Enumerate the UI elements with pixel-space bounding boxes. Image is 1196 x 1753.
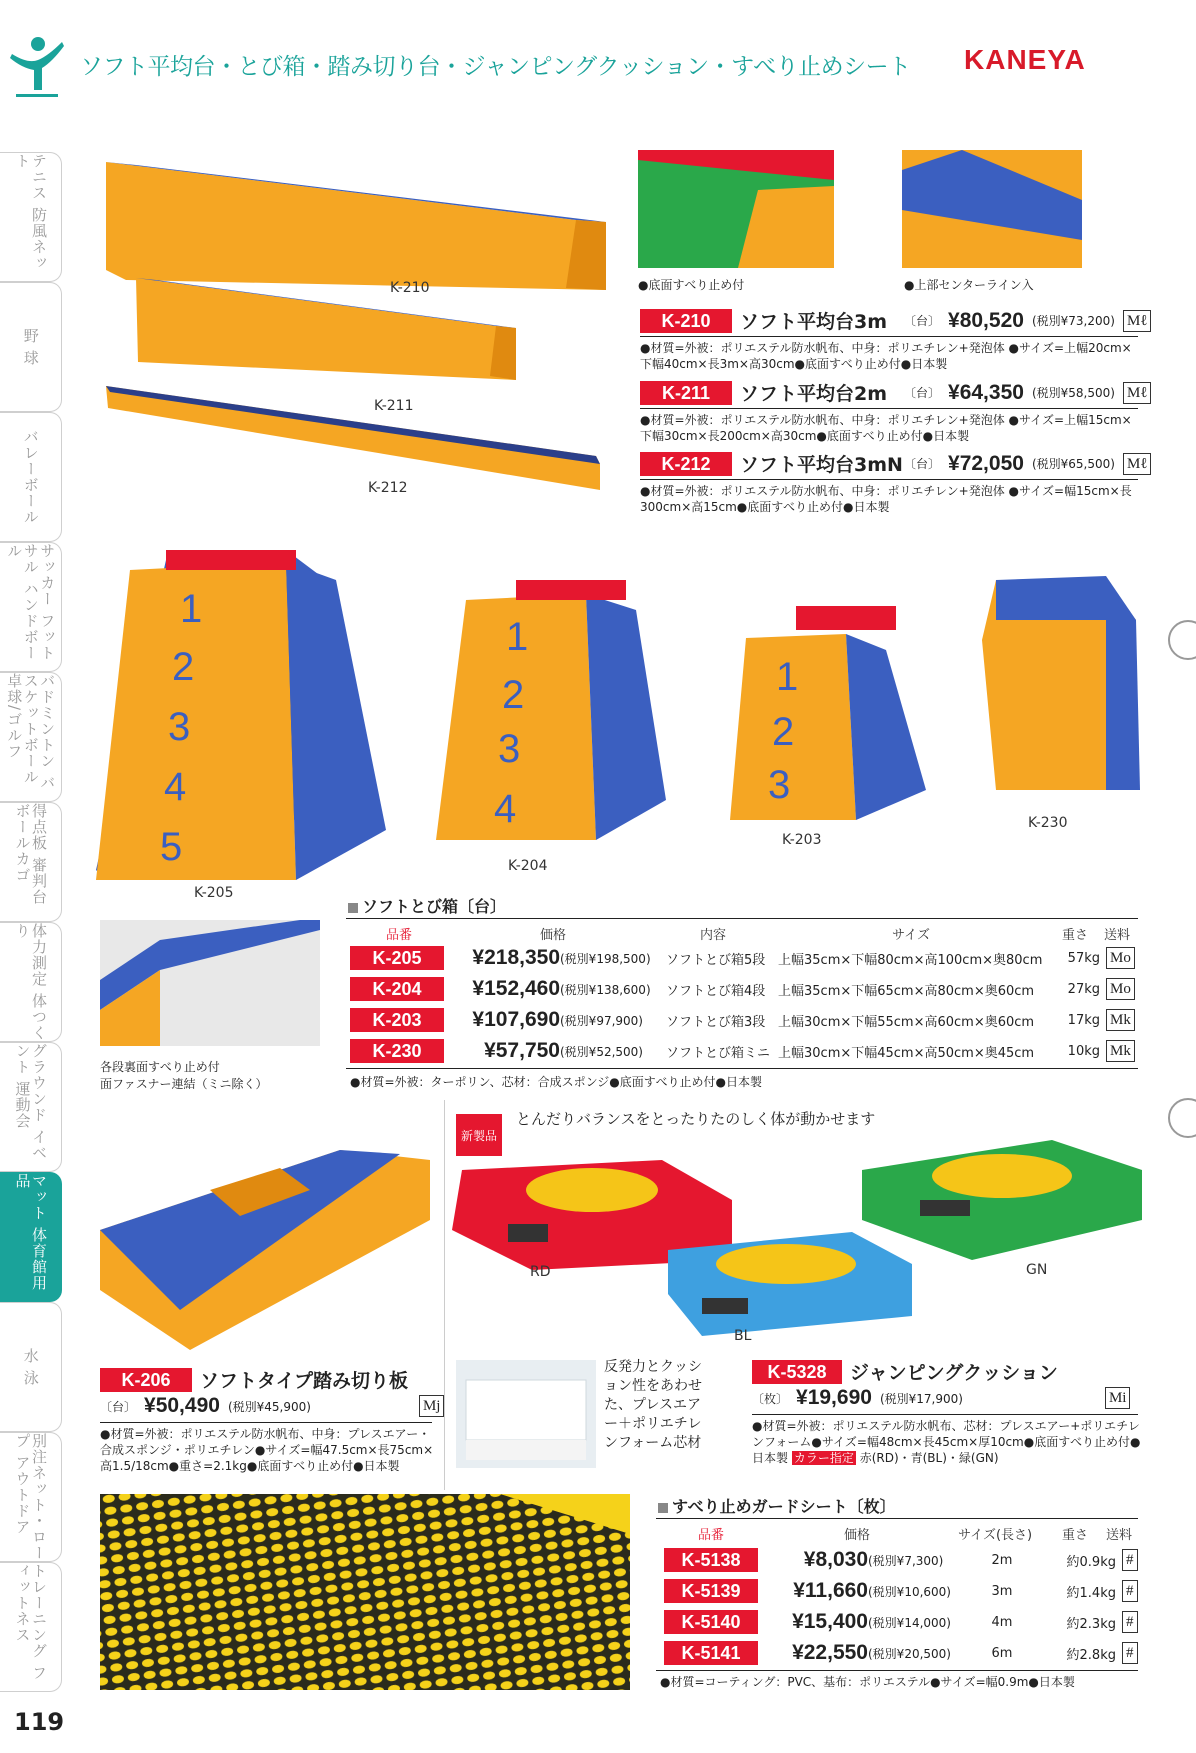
beam-bottom-photo	[638, 150, 834, 268]
svg-text:5: 5	[160, 825, 183, 869]
header-text: 品番	[698, 1528, 725, 1543]
binder-hole	[1168, 620, 1196, 660]
th-price: 価格	[844, 1528, 871, 1543]
size: 2m	[991, 1552, 1013, 1568]
k206-price-line	[100, 1394, 452, 1418]
label-k212: K-212	[368, 480, 408, 496]
shipping-code: #	[1122, 1642, 1138, 1664]
unit: 〔台〕	[904, 386, 941, 400]
weight: 27kg	[1067, 981, 1100, 997]
vaulting-boxes-image	[96, 540, 1146, 885]
tab-soccer[interactable]	[0, 542, 62, 672]
th-content: 内容	[700, 928, 727, 943]
th-price: 価格	[540, 928, 567, 943]
divider	[346, 918, 1138, 919]
tab-label: 得点板 審判台 ボールカゴ	[13, 803, 48, 905]
tab-volleyball[interactable]	[0, 412, 62, 542]
tab-badminton[interactable]	[0, 672, 62, 802]
caption-centerline: ●上部センターライン入	[904, 278, 1034, 292]
guard-spec: ●材質=コーティング：PVC、基布：ポリエステル●サイズ=幅0.9m●日本製	[660, 1675, 1075, 1689]
product-name: ソフトタイプ踏み切り板	[200, 1370, 409, 1392]
tax-excl: (税別¥198,500)	[560, 951, 651, 966]
price: ¥107,690	[472, 1008, 560, 1031]
size: 上幅35cm×下幅80cm×高100cm×奥80cm	[778, 952, 1043, 968]
price: ¥8,030	[803, 1548, 868, 1571]
tab-swimming[interactable]	[0, 1302, 62, 1432]
th-weight: 重さ	[1062, 1528, 1089, 1543]
svg-text:4: 4	[164, 765, 187, 809]
brand-logo: KANEYA	[964, 44, 1086, 75]
velcro-detail-photo	[100, 920, 320, 1046]
size: 3m	[991, 1583, 1013, 1599]
svg-text:3: 3	[498, 727, 521, 771]
weight: 10kg	[1067, 1043, 1100, 1059]
shipping-code: #	[1122, 1549, 1138, 1571]
page-title: ソフト平均台・とび箱・踏み切り台・ジャンピングクッション・すべり止めシート	[80, 54, 911, 80]
product-code: K-205	[350, 946, 444, 970]
label-k203: K-203	[782, 832, 822, 848]
divider	[640, 408, 1138, 409]
tab-label: サッカー フットサル ハンドボール	[5, 543, 57, 661]
page-number: 119	[14, 1708, 65, 1736]
tax-excl: (税別¥138,600)	[560, 982, 651, 997]
weight: 約2.3kg	[1066, 1616, 1116, 1632]
th-weight: 重さ	[1062, 928, 1089, 943]
product-k212	[640, 450, 1159, 477]
k5328-spec	[752, 1418, 1142, 1466]
spec-text: ●材質=外被：ポリエステル防水帆布、芯材：プレスエアー+ポリエチレンフォーム●サイズ=幅48cm×長45cm×厚10cm●底面すべり止め付●日本製	[752, 1419, 1141, 1465]
tab-mat-gym[interactable]	[0, 1172, 62, 1302]
product-code: K-206	[100, 1368, 192, 1392]
tab-label: バレーボール	[21, 429, 40, 525]
product-name: ソフト平均台3mN	[740, 454, 903, 476]
weight: 17kg	[1067, 1012, 1100, 1028]
section-title-text: ソフトとび箱〔台〕	[362, 897, 507, 916]
price: ¥50,490	[144, 1394, 220, 1417]
tab-ground[interactable]	[0, 1042, 62, 1172]
price: ¥72,050	[948, 451, 1024, 475]
table-row	[664, 1579, 1138, 1603]
table-row	[350, 1039, 1135, 1063]
label-bl: BL	[734, 1328, 752, 1344]
square-bullet-icon	[658, 1503, 668, 1513]
shipping-code: #	[1122, 1580, 1138, 1602]
tab-custom-net[interactable]	[0, 1432, 62, 1562]
label-k204: K-204	[508, 858, 548, 874]
k206-spec: ●材質=外被：ポリエステル防水帆布、中身：プレスエアー・合成スポンジ・ポリエチレン●サイズ=幅47.5cm×長75cm×高1.5/18cm●重さ=2.1kg●底面すべり止め付●日本製	[100, 1427, 434, 1473]
product-code: K-203	[350, 1008, 444, 1032]
product-code: K-210	[640, 309, 732, 333]
divider	[656, 1518, 1138, 1519]
divider	[656, 1670, 1138, 1671]
tax-excl: (税別¥73,200)	[1031, 314, 1115, 328]
th-ship: 送料	[1106, 1528, 1133, 1543]
tax-excl: (税別¥65,500)	[1031, 457, 1115, 471]
product-k206	[100, 1366, 416, 1393]
tax-excl: (税別¥52,500)	[560, 1044, 643, 1059]
shipping-code: Mℓ	[1123, 310, 1152, 332]
th-size: サイズ	[892, 928, 930, 943]
product-code: K-230	[350, 1039, 444, 1063]
tab-tennis[interactable]	[0, 152, 62, 282]
unit: 〔台〕	[904, 314, 941, 328]
foam-caption: 反発力とクッション性をあわせた、プレスエアー＋ポリエチレンフォーム芯材	[604, 1359, 702, 1451]
label-gn: GN	[1026, 1262, 1048, 1278]
tab-label: マット 体育館用品	[13, 1173, 48, 1291]
color-options: 赤(RD)・青(BL)・緑(GN)	[859, 1451, 999, 1465]
divider	[346, 1068, 1138, 1069]
price: ¥19,690	[796, 1386, 872, 1409]
vaulting-section-title	[348, 894, 506, 917]
th-ship: 送料	[1104, 928, 1131, 943]
table-row	[664, 1610, 1138, 1634]
product-name: ソフト平均台3m	[740, 311, 888, 333]
size: 4m	[991, 1614, 1013, 1630]
product-spec: ●材質=外被：ポリエステル防水帆布、中身：ポリエチレン+発泡体 ●サイズ=上幅20cm×下幅40cm×長3m×高30cm●底面すべり止め付●日本製	[640, 341, 1132, 371]
tab-label: バドミントン バスケットボール 卓球/ゴルフ	[5, 673, 57, 791]
shipping-code: Mℓ	[1123, 453, 1152, 475]
cushions-image	[452, 1140, 1142, 1340]
table-row	[664, 1548, 1138, 1572]
guard-sheet-image	[100, 1494, 630, 1690]
tab-label: グラウンド イベント 運動会	[13, 1043, 48, 1161]
svg-text:3: 3	[168, 705, 191, 749]
th-code	[386, 924, 412, 943]
weight: 約1.4kg	[1066, 1585, 1116, 1601]
divider	[640, 479, 1138, 480]
size: 6m	[991, 1645, 1013, 1661]
product-k211	[640, 379, 1159, 406]
product-code: K-5141	[664, 1641, 758, 1665]
unit: 〔枚〕	[752, 1391, 789, 1406]
tax-excl: (税別¥7,300)	[868, 1553, 944, 1568]
shipping-code: Mℓ	[1123, 382, 1152, 404]
product-name: ジャンピングクッション	[850, 1362, 1058, 1384]
tab-label: テニス 防風ネット	[13, 153, 48, 271]
content: ソフトとび箱3段	[666, 1014, 766, 1030]
product-k5328	[752, 1358, 1066, 1385]
table-row	[350, 946, 1135, 970]
content: ソフトとび箱5段	[666, 952, 766, 968]
product-code: K-5139	[664, 1579, 758, 1603]
table-row	[350, 1008, 1135, 1032]
svg-text:2: 2	[172, 645, 195, 689]
label-rd: RD	[530, 1264, 551, 1280]
product-name: ソフト平均台2m	[740, 383, 888, 405]
price: ¥218,350	[472, 946, 560, 969]
content: ソフトとび箱4段	[666, 983, 766, 999]
product-code: K-5140	[664, 1610, 758, 1634]
size: 上幅30cm×下幅55cm×高60cm×奥60cm	[778, 1014, 1035, 1030]
th-size: サイズ(長さ)	[958, 1528, 1033, 1543]
header-text: 品番	[386, 928, 413, 943]
price: ¥11,660	[793, 1579, 868, 1602]
foam-core-photo	[456, 1360, 596, 1468]
tax-excl: (税別¥45,900)	[227, 1399, 311, 1414]
divider	[640, 336, 1138, 337]
caption-velcro: 面ファスナー連結（ミニ除く）	[100, 1077, 268, 1091]
svg-text:4: 4	[494, 787, 517, 831]
label-k205: K-205	[194, 885, 234, 901]
tab-training[interactable]	[0, 1562, 62, 1692]
label-k211: K-211	[374, 398, 414, 414]
svg-text:1: 1	[180, 587, 203, 631]
divider	[100, 1422, 432, 1423]
svg-text:1: 1	[776, 655, 799, 699]
price: ¥64,350	[948, 380, 1024, 404]
square-bullet-icon	[348, 903, 358, 913]
product-code: K-212	[640, 452, 732, 476]
section-title-text: すべり止めガードシート〔枚〕	[672, 1497, 896, 1516]
cushion-tagline: とんだりバランスをとったりたのしく体が動かせます	[516, 1110, 876, 1128]
weight: 約0.9kg	[1066, 1554, 1116, 1570]
price: ¥80,520	[948, 308, 1024, 332]
tab-scoreboard[interactable]	[0, 802, 62, 922]
table-row	[664, 1641, 1138, 1665]
tab-label: 水 泳	[21, 1348, 40, 1386]
weight: 57kg	[1067, 950, 1100, 966]
product-code: K-211	[640, 381, 732, 405]
size: 上幅30cm×下幅45cm×高50cm×奥45cm	[778, 1045, 1035, 1061]
beam-centerline-photo	[902, 150, 1082, 268]
svg-text:2: 2	[772, 710, 795, 754]
tab-label: 野 球	[21, 328, 40, 366]
shipping-code: Mj	[419, 1395, 445, 1417]
springboard-image	[100, 1140, 430, 1350]
content: ソフトとび箱ミニ	[666, 1045, 771, 1061]
price: ¥57,750	[484, 1039, 560, 1062]
vaulting-spec: ●材質=外被：ターポリン、芯材：合成スポンジ●底面すべり止め付●日本製	[350, 1075, 762, 1089]
shipping-code: Mk	[1106, 1040, 1135, 1062]
guard-section-title	[658, 1494, 896, 1517]
tax-excl: (税別¥58,500)	[1031, 386, 1115, 400]
table-row	[350, 977, 1135, 1001]
unit: 〔台〕	[904, 457, 941, 471]
product-spec: ●材質=外被：ポリエステル防水帆布、中身：ポリエチレン+発泡体 ●サイズ=上幅15cm×下幅30cm×長200cm×高30cm●底面すべり止め付●日本製	[640, 413, 1132, 443]
svg-text:3: 3	[768, 763, 791, 807]
product-code: K-5328	[752, 1360, 842, 1384]
tax-excl: (税別¥10,600)	[868, 1584, 951, 1599]
product-code: K-204	[350, 977, 444, 1001]
shipping-code: Mo	[1106, 947, 1135, 969]
balance-beams-image	[96, 150, 616, 500]
weight: 約2.8kg	[1066, 1647, 1116, 1663]
tab-fitness-test[interactable]	[0, 922, 62, 1042]
price: ¥152,460	[472, 977, 560, 1000]
caption-bottom-nonslip: ●底面すべり止め付	[638, 278, 745, 292]
gymnast-icon	[8, 34, 66, 100]
shipping-code: Mk	[1106, 1009, 1135, 1031]
th-code	[698, 1524, 724, 1543]
shipping-code: Mo	[1106, 978, 1135, 1000]
column-divider	[444, 1100, 445, 1490]
new-badge: 新製品	[456, 1114, 502, 1156]
tab-baseball[interactable]	[0, 282, 62, 412]
unit: 〔台〕	[100, 1399, 137, 1414]
tax-excl: (税別¥14,000)	[868, 1615, 951, 1630]
tax-excl: (税別¥97,900)	[560, 1013, 643, 1028]
tab-label: トレーニング フィットネス	[13, 1563, 48, 1681]
binder-hole	[1168, 1098, 1196, 1138]
product-k210	[640, 307, 1159, 334]
label-k210: K-210	[390, 280, 430, 296]
svg-text:2: 2	[502, 673, 525, 717]
k5328-price-line	[752, 1386, 1138, 1410]
size: 上幅35cm×下幅65cm×高80cm×奥60cm	[778, 983, 1035, 999]
caption-nonslip: 各段裏面すべり止め付	[100, 1060, 220, 1074]
label-k230: K-230	[1028, 815, 1068, 831]
product-code: K-5138	[664, 1548, 758, 1572]
shipping-code: Mi	[1105, 1387, 1131, 1409]
color-tag: カラー指定	[793, 1451, 854, 1465]
svg-text:1: 1	[506, 615, 529, 659]
tab-label: 別注ネット・ロープ アウトドア	[13, 1433, 48, 1561]
tax-excl: (税別¥20,500)	[868, 1646, 951, 1661]
price: ¥15,400	[792, 1610, 868, 1633]
product-spec: ●材質=外被：ポリエステル防水帆布、中身：ポリエチレン+発泡体 ●サイズ=幅15cm×長300cm×高15cm●底面すべり止め付●日本製	[640, 484, 1132, 514]
price: ¥22,550	[792, 1641, 868, 1664]
shipping-code: #	[1122, 1611, 1138, 1633]
divider	[752, 1414, 1138, 1415]
tab-label: 体力測定 体つくり	[13, 923, 48, 1041]
tax-excl: (税別¥17,900)	[879, 1391, 963, 1406]
